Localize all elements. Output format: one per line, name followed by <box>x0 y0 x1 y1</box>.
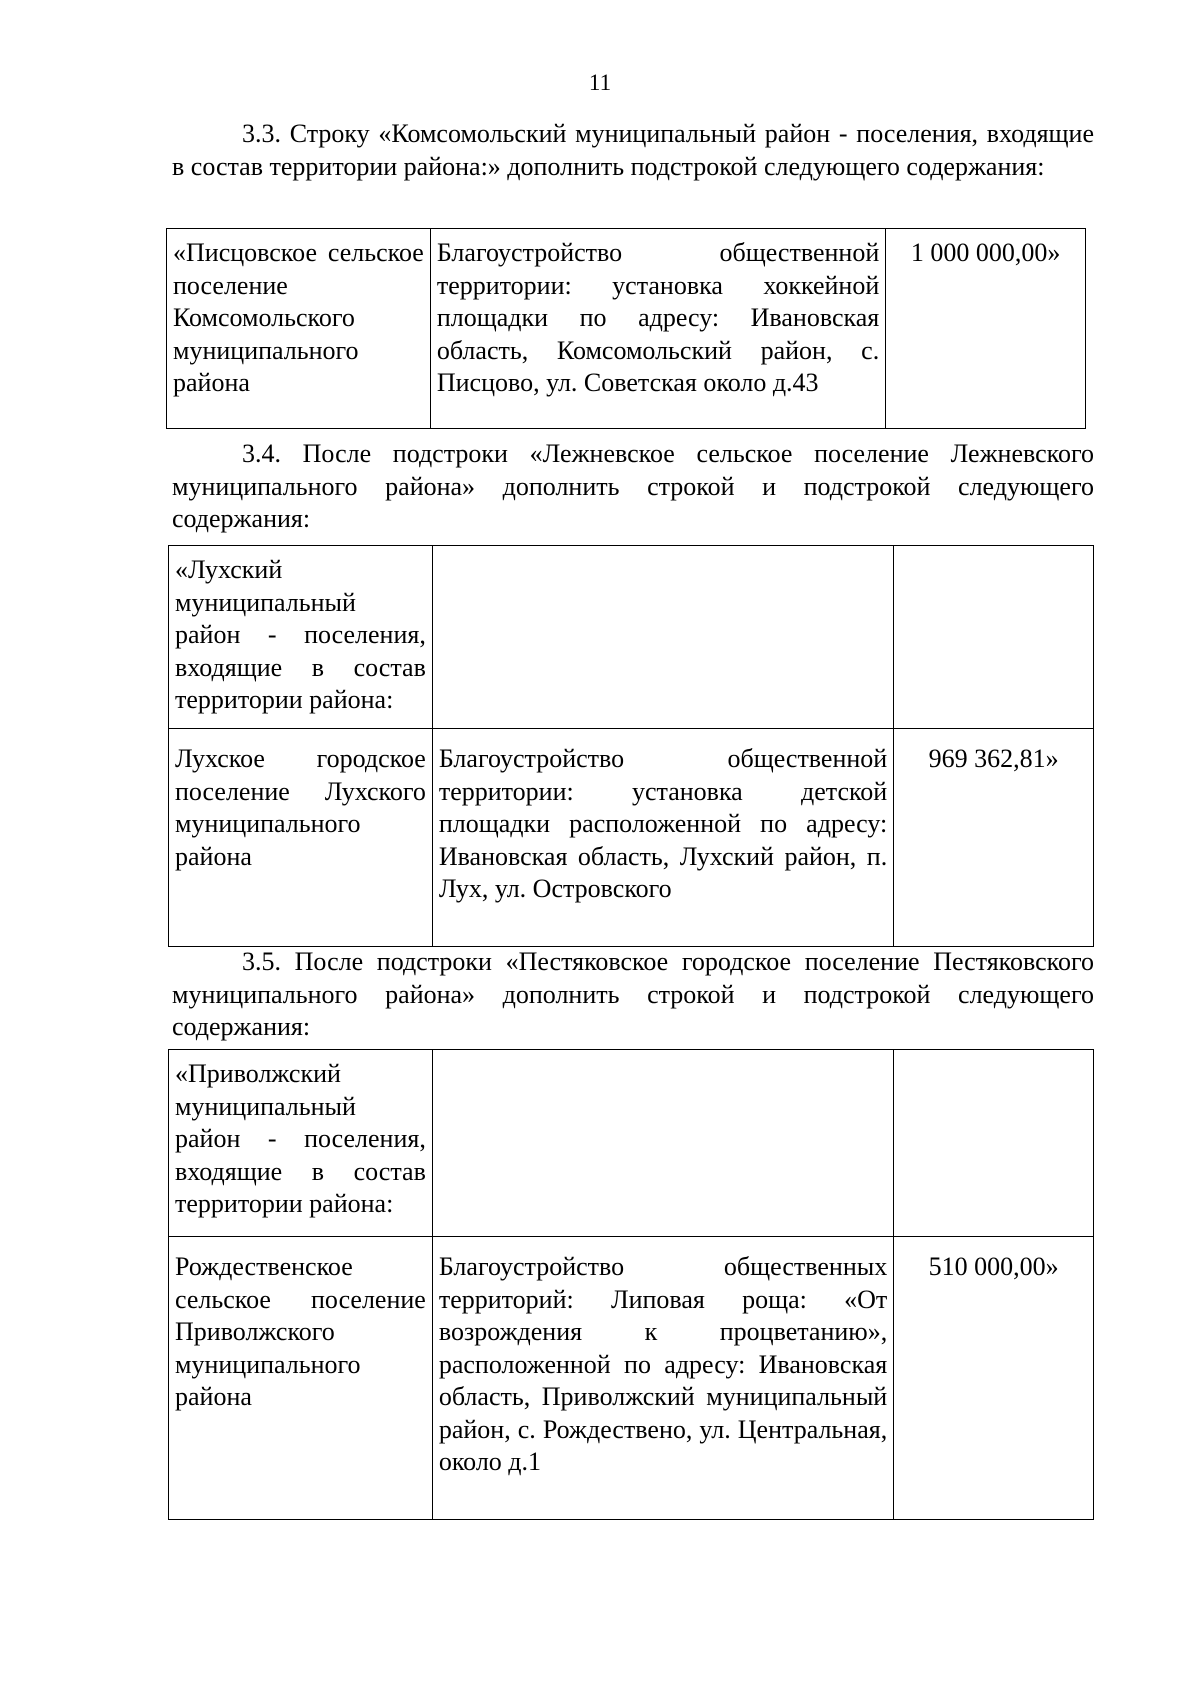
amount-cell <box>894 546 1094 729</box>
recipient-cell: «Писцовское сельское поселение Комсомольского муниципального района <box>167 229 431 429</box>
section-3-5-intro <box>172 946 1094 1044</box>
recipient-cell: Рождественское сельское поселение Приволжского муниципального района <box>169 1237 433 1520</box>
section-3-5-intro-text: 3.5. После подстроки «Пестяковское городское поселение Пестяковского муниципального района» дополнить строкой и подстрокой следующего содержания: <box>172 947 1094 1041</box>
purpose-cell <box>432 546 893 729</box>
amount-cell: 1 000 000,00» <box>886 229 1086 429</box>
purpose-cell: Благоустройство общественной территории: установка хоккейной площадки по адресу: Ивановская область, Комсомольский район, с. Писцово, ул. Советская около д.43 <box>430 229 885 429</box>
table-row <box>169 1050 1094 1237</box>
table-row <box>169 546 1094 729</box>
recipient-cell: Лухское городское поселение Лухского муниципального района <box>169 729 433 947</box>
recipient-cell: «Приволжский муниципальный район - поселения, входящие в состав территории района: <box>169 1050 433 1237</box>
amount-cell: 510 000,00» <box>894 1237 1094 1520</box>
table-row <box>169 1237 1094 1520</box>
purpose-cell: Благоустройство общественной территории: установка детской площадки расположенной по адресу: Ивановская область, Лухский район, п. Лух, ул. Островского <box>432 729 893 947</box>
section-3-4-intro <box>172 438 1094 536</box>
section-3-4-intro-text: 3.4. После подстроки «Лежневское сельское поселение Лежневского муниципального района» дополнить строкой и подстрокой следующего содержания: <box>172 439 1094 533</box>
amount-cell: 969 362,81» <box>894 729 1094 947</box>
purpose-cell <box>432 1050 893 1237</box>
recipient-cell: «Лухский муниципальный район - поселения, входящие в состав территории района: <box>169 546 433 729</box>
section-3-3-intro-text: 3.3. Строку «Комсомольский муниципальный район - поселения, входящие в состав территории района:» дополнить подстрокой следующего содержания: <box>172 119 1094 181</box>
amendment-table-3-4 <box>168 545 1094 947</box>
purpose-cell: Благоустройство общественных территорий: Липовая роща: «От возрождения к процветанию», расположенной по адресу: Ивановская область, Приволжский муниципальный район, с. Рождествено, ул. Центральная, около д.1 <box>432 1237 893 1520</box>
section-3-3-intro <box>172 118 1094 183</box>
table-row <box>167 229 1086 429</box>
amendment-table-3-5 <box>168 1049 1094 1520</box>
amendment-table-3-3 <box>166 228 1086 429</box>
table-row <box>169 729 1094 947</box>
page-number: 11 <box>588 70 612 95</box>
amount-cell <box>894 1050 1094 1237</box>
